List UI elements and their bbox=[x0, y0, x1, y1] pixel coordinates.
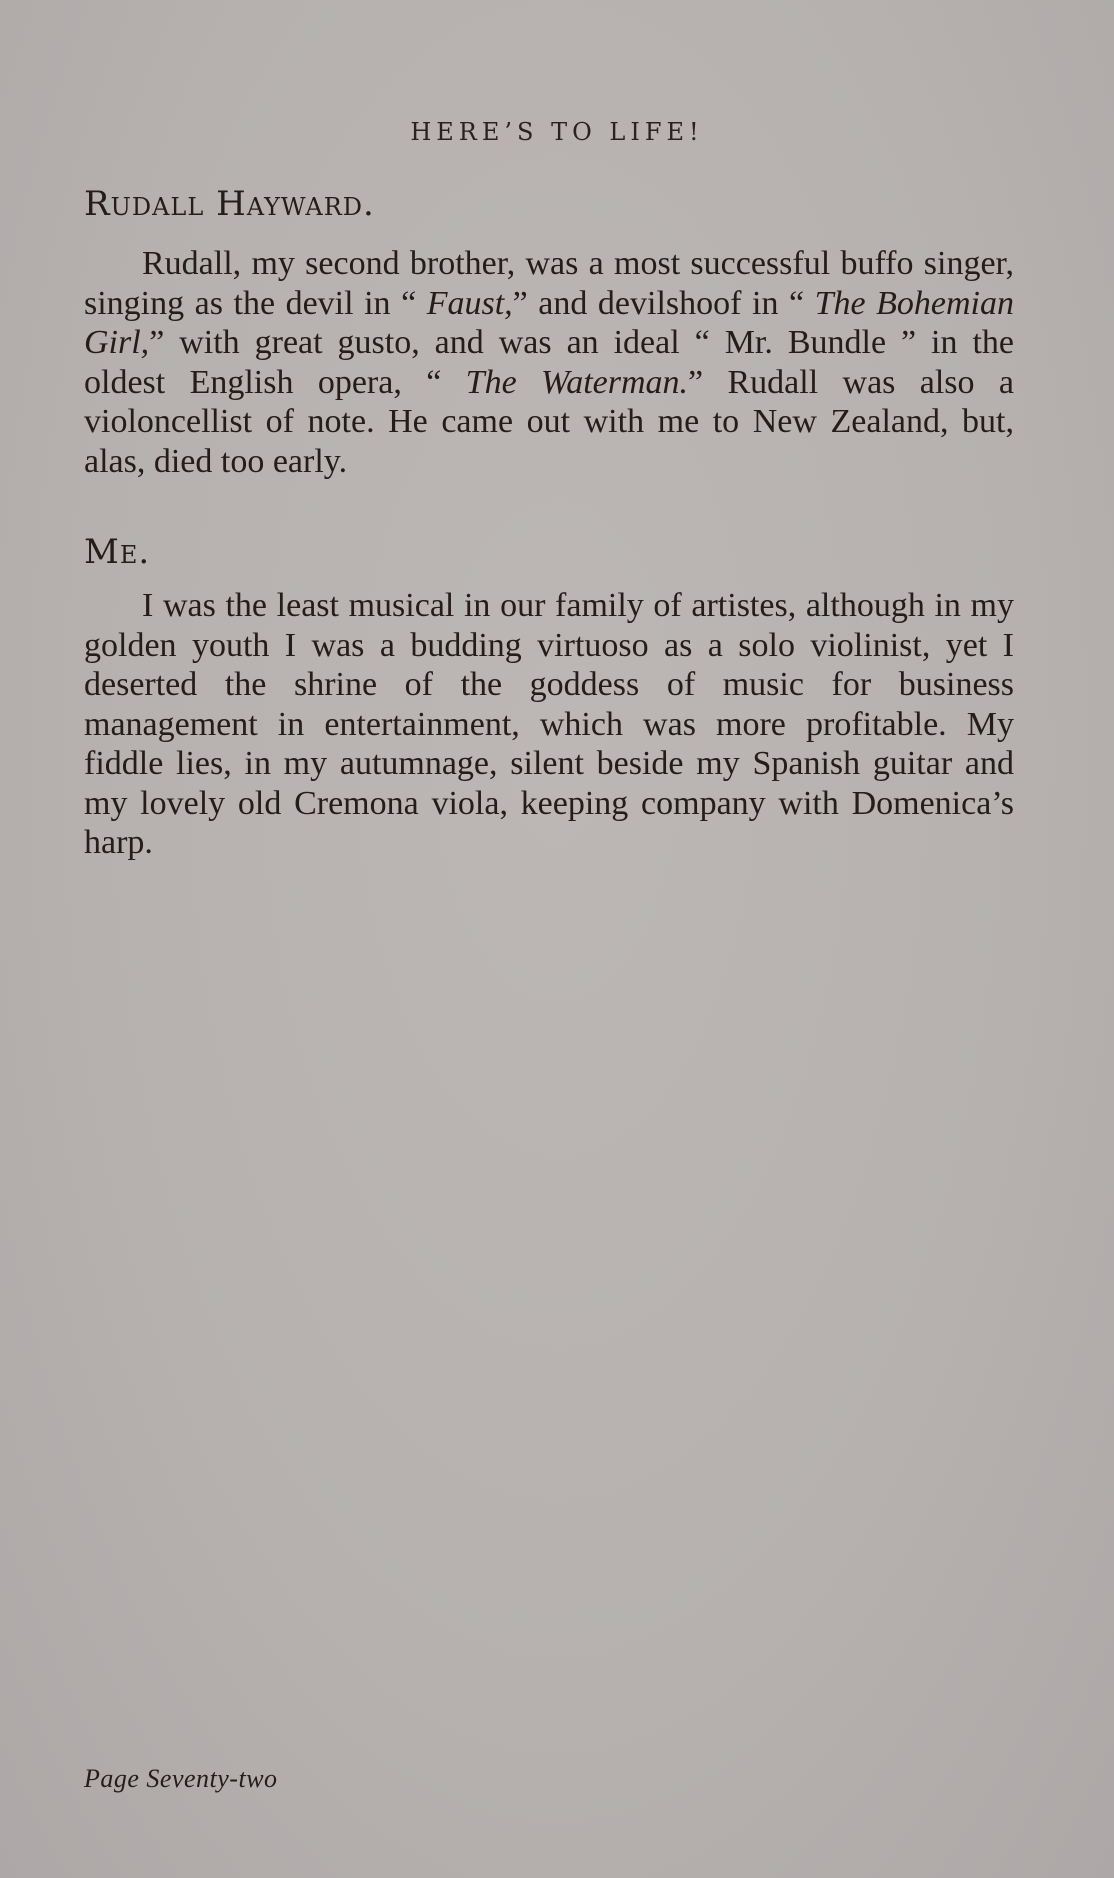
text-run: ” Rudall was also a violoncellist of note. He came out with me to New Zealand, but, alas, died too early. bbox=[84, 363, 1014, 480]
italic-title: Faust, bbox=[426, 284, 513, 322]
text-run: ” and devilshoof in “ bbox=[512, 284, 815, 322]
section-heading-me: Me. bbox=[84, 532, 151, 572]
italic-title: The Bohemian Girl, bbox=[84, 284, 1015, 361]
text-run: ” with great gusto, and was an ideal “ Mr. Bundle ” in the oldest English opera, “ bbox=[84, 324, 1014, 401]
page-number: Page Seventy-two bbox=[84, 1764, 278, 1793]
running-head: HERE’S TO LIFE! bbox=[410, 118, 704, 146]
italic-title: The Waterman. bbox=[465, 363, 689, 401]
section-heading-rudall-hayward: Rudall Hayward. bbox=[84, 184, 375, 224]
paragraph-me bbox=[84, 586, 1014, 863]
text-run: Rudall, my second brother, was a most successful buffo singer, singing as the devil in “ bbox=[84, 245, 1014, 322]
paragraph-rudall-hayward bbox=[84, 244, 1014, 481]
text-run: I was the least musical in our family of artistes, although in my golden youth I was a budding virtuoso as a solo violinist, yet I deserted the shrine of the goddess of music for business management in entertainment, which was more profitable. My fiddle lies, in my autumnage, silent beside my Spanish guitar and my lovely old Cremona viola, keeping company with Domenica’s harp. bbox=[84, 587, 1014, 861]
